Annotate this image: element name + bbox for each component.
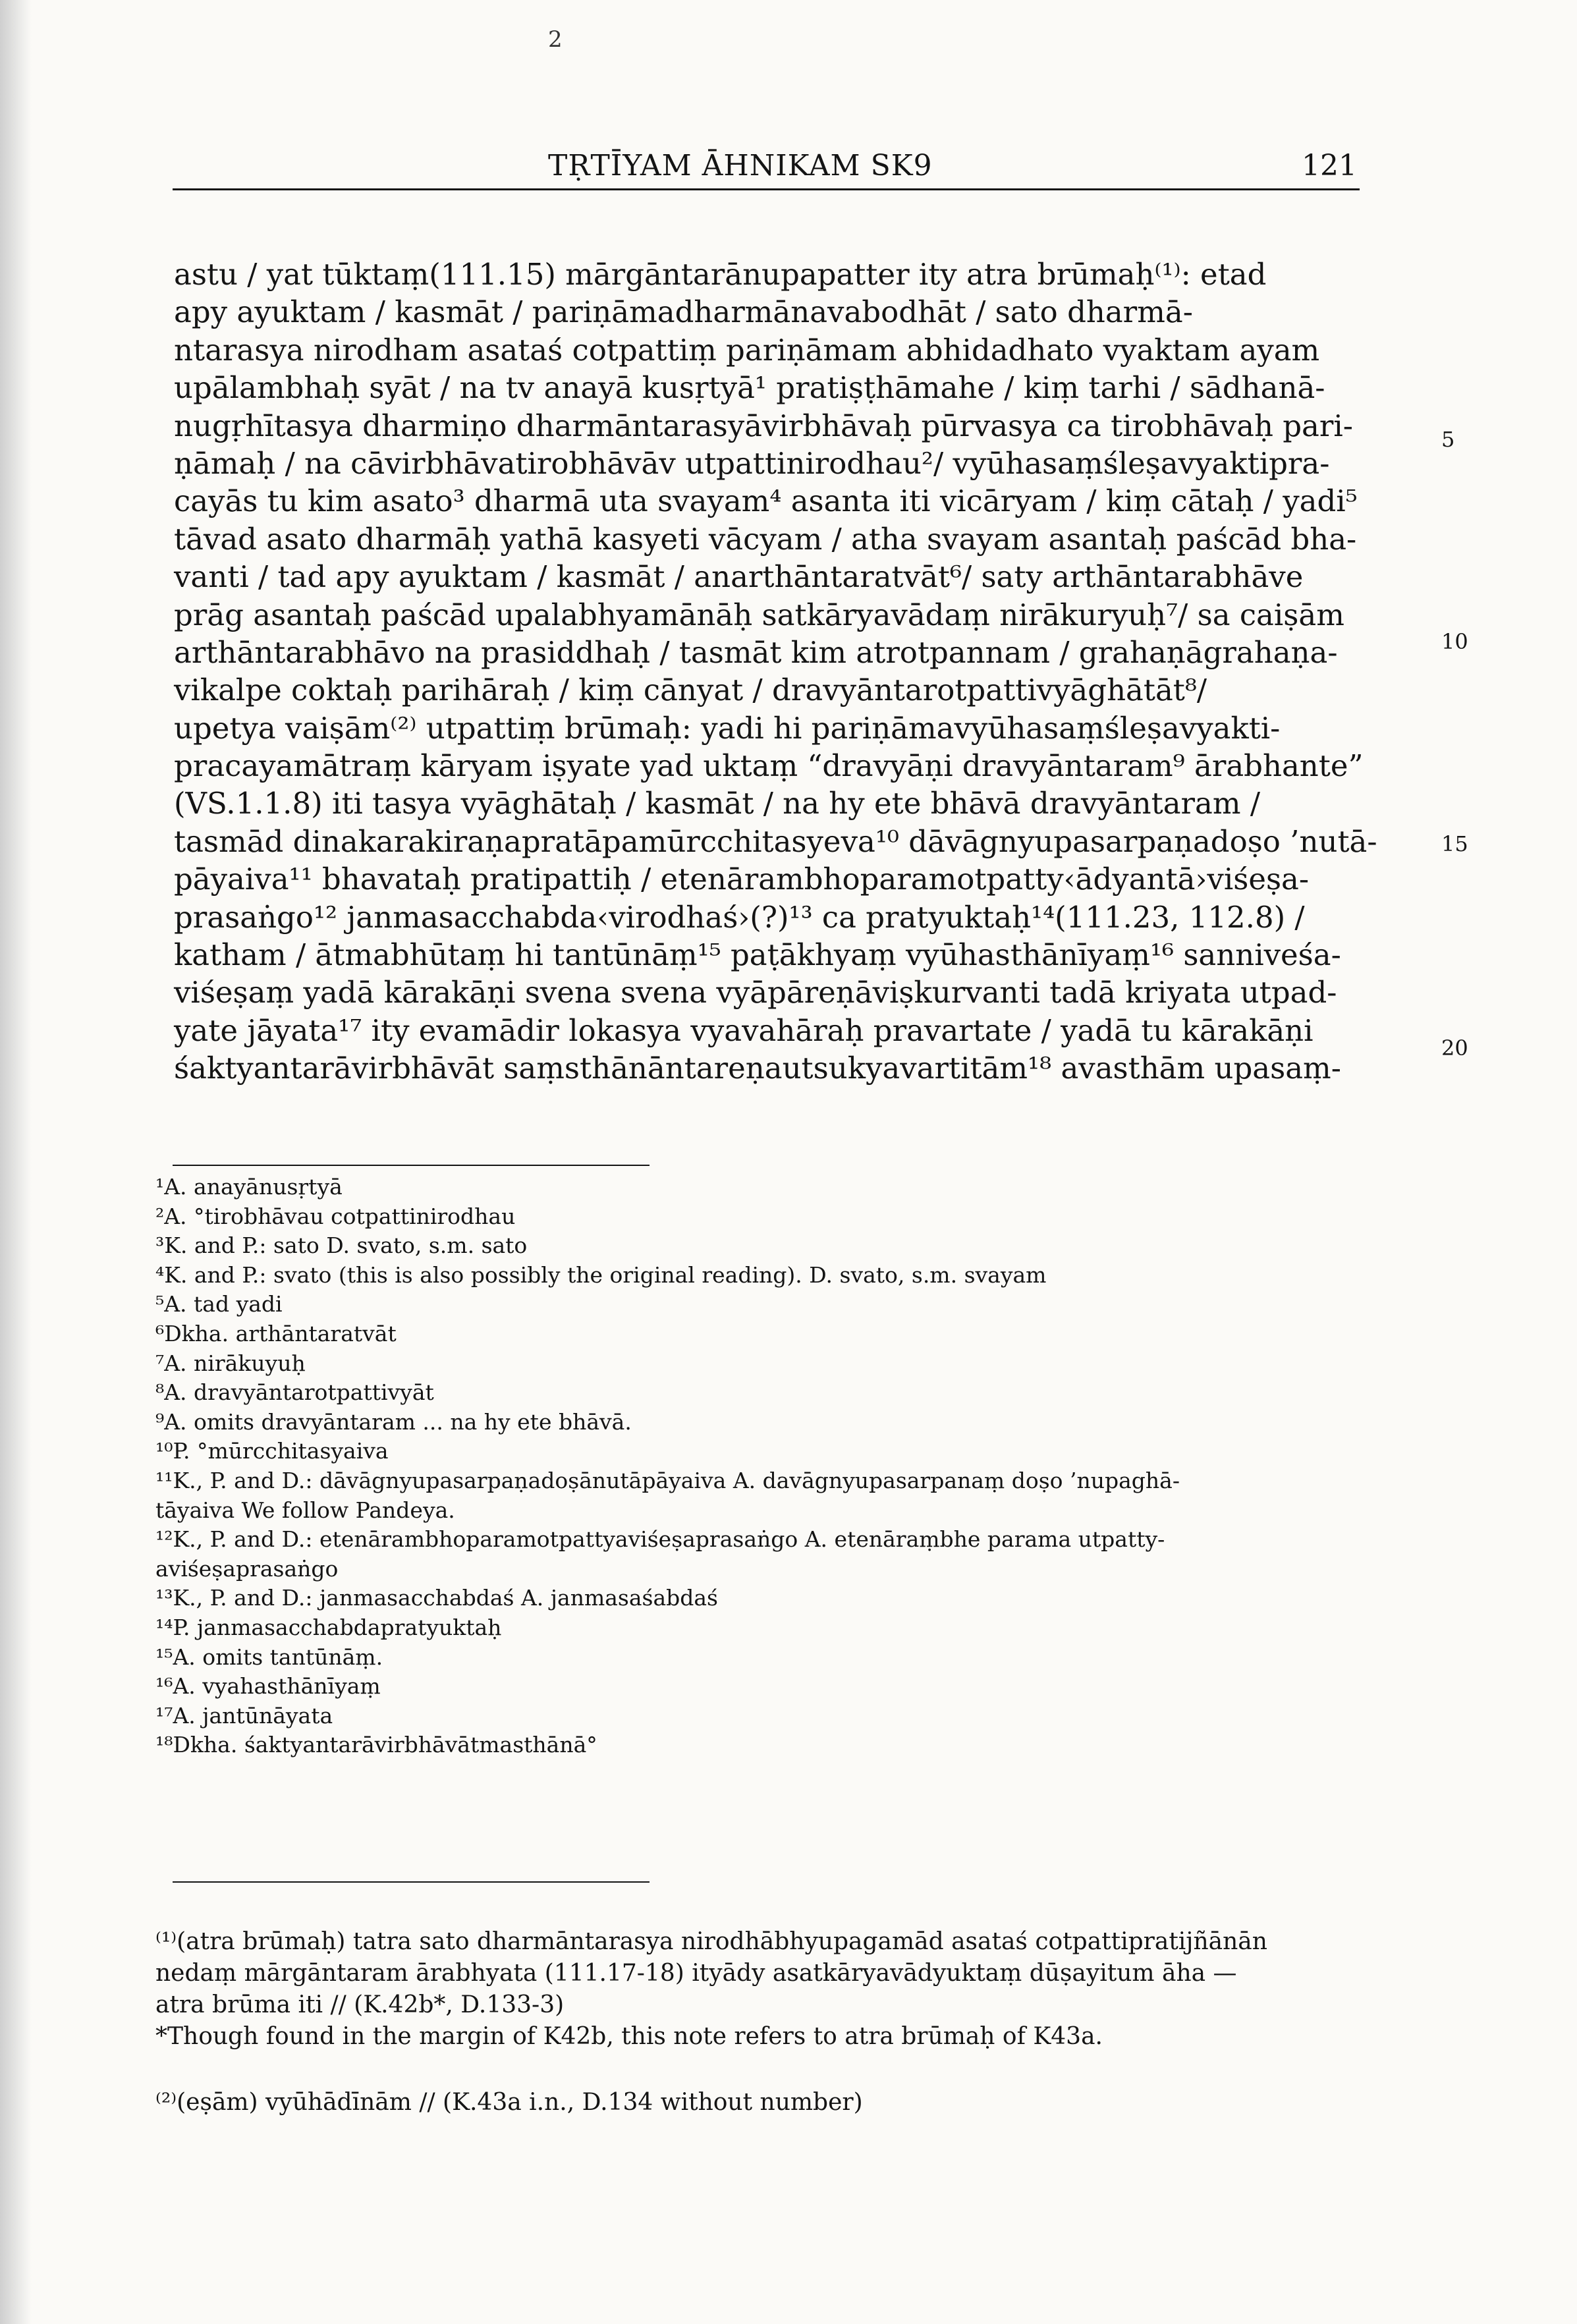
editorial-notes (155, 1926, 1368, 2118)
text-line: ṇāmaḥ / na cāvirbhāvatirobhāvāv utpattinirodhau²/ vyūhasaṃśleṣavyaktipra- (174, 445, 1330, 481)
line-number-15: 15 (1441, 831, 1468, 856)
footnote: ⁵A. tad yadi (155, 1291, 283, 1317)
footnote: ⁷A. nirākuyuḥ (155, 1350, 306, 1376)
main-text (174, 256, 1377, 1088)
editorial-note-line: ⁽¹⁾(atra brūmaḥ) tatra sato dharmāntarasya nirodhābhyupagamād asataś cotpattipratijñānān (155, 1928, 1267, 1955)
footnote: ¹²K., P. and D.: etenārambhoparamotpattyaviśeṣaprasaṅgo A. etenāraṃbhe parama utpatty- (155, 1526, 1165, 1553)
editorial-notes-rule (173, 1881, 650, 1883)
text-line: śaktyantarāvirbhāvāt saṃsthānāntareṇautsukyavartitām¹⁸ avasthām upasaṃ- (174, 1051, 1341, 1086)
text-line: tasmād dinakarakiraṇapratāpamūrcchitasyeva¹⁰ dāvāgnyupasarpaṇadoṣo ’nutā- (174, 823, 1377, 859)
running-title: TṚTĪYAM ĀHNIKAM SK9 (548, 149, 933, 182)
text-line: (VS.1.1.8) iti tasya vyāghātaḥ / kasmāt / na hy ete bhāvā dravyāntaram / (174, 786, 1261, 821)
text-line: pāyaiva¹¹ bhavataḥ pratipattiḥ / etenārambhoparamotpatty‹ādyantā›viśeṣa- (174, 862, 1310, 897)
footnote: tāyaiva We follow Pandeya. (155, 1497, 455, 1523)
footnote: ⁴K. and P.: svato (this is also possibly the original reading). D. svato, s.m. svayam (155, 1261, 1047, 1288)
editorial-note-line: *Though found in the margin of K42b, this note refers to atra brūmaḥ of K43a. (155, 2023, 1103, 2050)
text-line: cayās tu kim asato³ dharmā uta svayam⁴ asanta iti vicāryam / kiṃ cātaḥ / yadi⁵ (174, 484, 1358, 519)
text-line: upālambhaḥ syāt / na tv anayā kusṛtyā¹ pratiṣṭhāmahe / kiṃ tarhi / sādhanā- (174, 370, 1325, 406)
text-line: prāg asantaḥ paścād upalabhyamānāḥ satkāryavādaṃ nirākuryuḥ⁷/ sa caiṣām (174, 597, 1344, 632)
footnote: ¹³K., P. and D.: janmasacchabdaś A. janmasaśabdaś (155, 1585, 718, 1611)
page-number: 121 (1302, 149, 1357, 182)
footnote: aviśeṣaprasaṅgo (155, 1555, 339, 1582)
text-line: arthāntarabhāvo na prasiddhaḥ / tasmāt kim atrotpannam / grahaṇāgrahaṇa- (174, 634, 1338, 670)
text-line: astu / yat tūktaṃ(111.15) mārgāntarānupapatter ity atra brūmaḥ⁽¹⁾: etad (174, 257, 1267, 292)
spacer (155, 2053, 1368, 2087)
text-line: vikalpe coktaḥ parihāraḥ / kiṃ cānyat / dravyāntarotpattivyāghātāt⁸/ (174, 673, 1207, 708)
editorial-note-line: ⁽²⁾(eṣām) vyūhādīnām // (K.43a i.n., D.134 without number) (155, 2089, 863, 2116)
text-line: upetya vaiṣām⁽²⁾ utpattiṃ brūmaḥ: yadi hi pariṇāmavyūhasaṃśleṣavyakti- (174, 710, 1281, 746)
footnote: ³K. and P.: sato D. svato, s.m. sato (155, 1232, 528, 1259)
footnote: ¹¹K., P. and D.: dāvāgnyupasarpaṇadoṣānutāpāyaiva A. davāgnyupasarpanaṃ doṣo ’nupaghā- (155, 1467, 1180, 1493)
editorial-note-line: atra brūma iti // (K.42b*, D.133-3) (155, 1991, 565, 2018)
footnote: ¹⁶A. vyahasthānīyaṃ (155, 1673, 381, 1700)
footnote: ¹⁴P. janmasacchabdapratyuktaḥ (155, 1614, 502, 1640)
footnote: ²A. °tirobhāvau cotpattinirodhau (155, 1203, 516, 1229)
line-number-5: 5 (1441, 427, 1455, 452)
text-line: apy ayuktam / kasmāt / pariṇāmadharmānavabodhāt / sato dharmā- (174, 294, 1193, 330)
footnote: ⁸A. dravyāntarotpattivyāt (155, 1379, 434, 1406)
stray-mark: 2 (548, 26, 563, 53)
text-line: tāvad asato dharmāḥ yathā kasyeti vācyam / atha svayam asantaḥ paścād bha- (174, 521, 1357, 557)
scan-edge-shadow (0, 0, 32, 2324)
footnote: ¹A. anayānusṛtyā (155, 1174, 343, 1200)
footnote: ⁶Dkha. arthāntaratvāt (155, 1320, 397, 1346)
text-line: yate jāyata¹⁷ ity evamādir lokasya vyavahāraḥ pravartate / yadā tu kārakāṇi (174, 1012, 1314, 1048)
text-line: prasaṅgo¹² janmasacchabda‹virodhaś›(?)¹³ ca pratyuktaḥ¹⁴(111.23, 112.8) / (174, 899, 1305, 935)
text-line: vanti / tad apy ayuktam / kasmāt / anarthāntaratvāt⁶/ saty arthāntarabhāve (174, 559, 1304, 595)
footnote: ⁹A. omits dravyāntaram ... na hy ete bhāvā. (155, 1408, 632, 1435)
text-line: viśeṣaṃ yadā kārakāṇi svena svena vyāpāreṇāviṣkurvanti tadā kriyata utpad- (174, 975, 1337, 1010)
editorial-note-line: nedaṃ mārgāntaram ārabhyata (111.17-18) ityādy asatkāryavādyuktaṃ dūṣayitum āha — (155, 1960, 1237, 1987)
running-head (173, 146, 1360, 190)
footnotes (155, 1173, 1368, 1760)
text-line: ntarasya nirodham asataś cotpattiṃ pariṇāmam abhidadhato vyaktam ayam (174, 332, 1320, 368)
text-line: nugṛhītasya dharmiṇo dharmāntarasyāvirbhāvaḥ pūrvasya ca tirobhāvaḥ pari- (174, 408, 1353, 443)
line-number-10: 10 (1441, 629, 1468, 654)
text-line: katham / ātmabhūtaṃ hi tantūnāṃ¹⁵ paṭākhyaṃ vyūhasthānīyaṃ¹⁶ sanniveśa- (174, 937, 1341, 973)
footnote-rule (173, 1165, 650, 1166)
footnote: ¹⁸Dkha. śaktyantarāvirbhāvātmasthānā° (155, 1732, 597, 1758)
footnote: ¹⁵A. omits tantūnāṃ. (155, 1644, 383, 1670)
text-line: pracayamātraṃ kāryam iṣyate yad uktaṃ “dravyāṇi dravyāntaram⁹ ārabhante” (174, 748, 1364, 784)
footnote: ¹⁷A. jantūnāyata (155, 1702, 333, 1729)
line-number-20: 20 (1441, 1036, 1468, 1061)
footnote: ¹⁰P. °mūrcchitasyaiva (155, 1438, 389, 1464)
